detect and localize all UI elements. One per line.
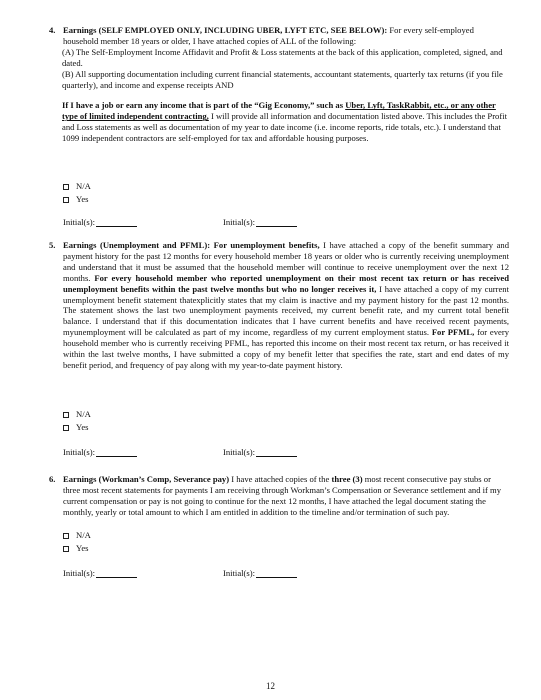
section-6-body	[63, 474, 509, 518]
section-6-na-checkbox[interactable]: N/A	[63, 529, 91, 542]
section-5-heading: Earnings (Unemployment and PFML):	[63, 240, 211, 250]
section-4-item-a: (A) The Self-Employment Income Affidavit and Profit & Loss statements at the back of this application, completed, signed, and dated.	[62, 46, 503, 68]
checkbox-icon[interactable]	[63, 425, 69, 431]
initials-input[interactable]	[96, 448, 137, 457]
checkbox-icon[interactable]	[63, 184, 69, 190]
page-number: 12	[266, 681, 275, 691]
section-4-number: 4.	[49, 25, 56, 35]
section-5-options	[63, 408, 91, 434]
section-4-yes-checkbox[interactable]: Yes	[63, 193, 91, 206]
initials-input[interactable]	[256, 218, 297, 227]
section-5-initials-2: Initial(s):	[223, 447, 297, 457]
initials-input[interactable]	[96, 218, 137, 227]
section-4-initials-2: Initial(s):	[223, 217, 297, 227]
initials-input[interactable]	[96, 569, 137, 578]
section-6-paragraph: Earnings (Workman’s Comp, Severance pay) I have attached copies of the three (3) most recent consecutive pay stubs or three most recent statements for payments I am receiving through Workman’s Compensation or Severance settlement and if my current compensation or pay is not going to continue for the next 12 months, I have attached the legal document stating the monthly, yearly or total amount to which I am entitled in addition to the timeline and/or termination of such pay.	[63, 474, 502, 517]
section-4-initials-1: Initial(s):	[63, 217, 137, 227]
section-4-item-b: (B) All supporting documentation including current financial statements, accountant statements, quarterly tax returns (if you file quarterly), and income and expense receipts AND	[62, 68, 503, 90]
initials-input[interactable]	[256, 448, 297, 457]
section-6-options	[63, 529, 91, 555]
checkbox-icon[interactable]	[63, 546, 69, 552]
section-6-yes-checkbox[interactable]: Yes	[63, 542, 91, 555]
gig-examples: Uber, Lyft, TaskRabbit, etc., or any other type of limited independent contracting,	[62, 100, 496, 122]
section-5-number: 5.	[49, 240, 56, 250]
section-6-initials-2: Initial(s):	[223, 568, 297, 578]
section-5-body	[63, 240, 509, 371]
section-6-number: 6.	[49, 474, 56, 484]
section-5-initials-1: Initial(s):	[63, 447, 137, 457]
section-5-yes-checkbox[interactable]: Yes	[63, 421, 91, 434]
section-4-na-checkbox[interactable]: N/A	[63, 180, 91, 193]
checkbox-icon[interactable]	[63, 533, 69, 539]
checkbox-icon[interactable]	[63, 197, 69, 203]
section-4-gig-paragraph: If I have a job or earn any income that is part of the “Gig Economy,” such as Uber, Lyft, TaskRabbit, etc., or any other type of limited independent contracting, I will provide all information and documentation listed above. This includes the Profit and Loss statements as well as documentation of my year to date income (i.e. income reports, ride totals, etc.). I understand that 1099 independent contractors are self-employed for tax and affordable housing purposes.	[62, 100, 507, 144]
checkbox-icon[interactable]	[63, 412, 69, 418]
section-5-na-checkbox[interactable]: N/A	[63, 408, 91, 421]
section-4-options	[63, 180, 91, 206]
section-5-paragraph: Earnings (Unemployment and PFML): For unemployment benefits, I have attached a copy of the benefit summary and payment history for the past 12 months for every household member 18 years or older who is currently receiving unemployment and understand that it must be assumed that the household member will continue to receive unemployment over the next 12 months. For every household member who reported unemployment on their most recent tax return or has received unemployment benefits within the past twelve months but who no longer receives it, I have attached a copy of my current unemployment benefit statement thatexplicitly states that my claim is inactive and my payment history for the past 12 months. The statement shows the last two unemployment payments received, my current benefit rate, and my current total benefit balance. I understand that if this documentation indicates that I have current benefits and have received recent payments, myunemployment will be calculated as part of my income, regardless of my current employment status. For PFML, for every household member who is currently receiving PFML, has reported this income on their most recent tax return, or has received it within the last twelve months, I have submitted a copy of my benefit letter that specifies the rate, start and end dates of my benefit period, and frequency of pay along with my year-to-date payment history.	[63, 240, 510, 370]
section-4-body	[63, 25, 509, 144]
section-4-intro: Earnings (SELF EMPLOYED ONLY, INCLUDING UBER, LYFT ETC, SEE BELOW): For every self-employed household member 18 years or older, I have attached copies of ALL of the following:	[63, 25, 474, 46]
section-6-heading: Earnings (Workman’s Comp, Severance pay)	[63, 474, 230, 484]
initials-input[interactable]	[256, 569, 297, 578]
section-6-initials-1: Initial(s):	[63, 568, 137, 578]
section-4-heading: Earnings (SELF EMPLOYED ONLY, INCLUDING UBER, LYFT ETC, SEE BELOW):	[63, 25, 388, 35]
